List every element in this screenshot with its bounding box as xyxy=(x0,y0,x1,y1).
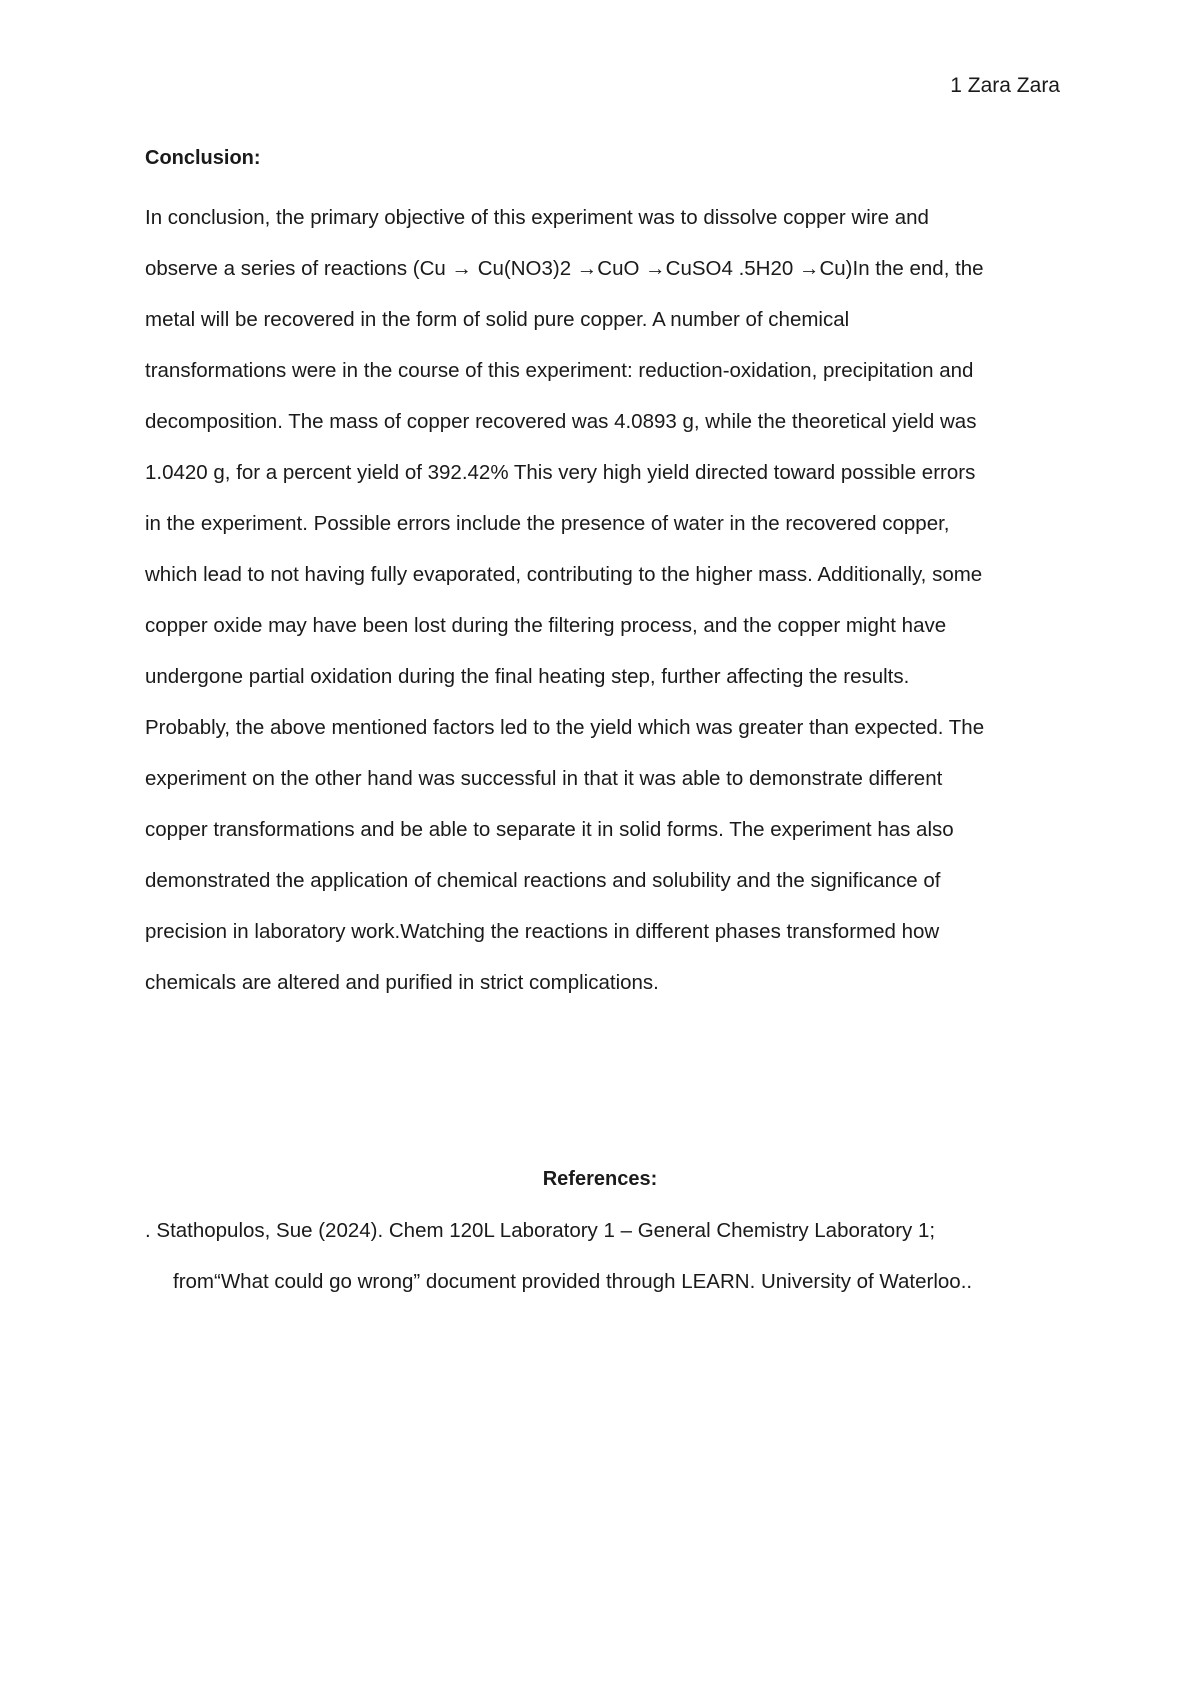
conclusion-heading: Conclusion: xyxy=(145,147,261,169)
conclusion-line: which lead to not having fully evaporated, contributing to the higher mass. Additionally, some xyxy=(145,563,983,586)
conclusion-line: decomposition. The mass of copper recovered was 4.0893 g, while the theoretical yield was xyxy=(145,410,977,433)
conclusion-body xyxy=(145,192,1065,1008)
references-heading: References: xyxy=(542,1168,658,1190)
conclusion-line: Probably, the above mentioned factors led to the yield which was greater than expected. The xyxy=(145,716,985,739)
conclusion-line: experiment on the other hand was successful in that it was able to demonstrate different xyxy=(145,767,943,790)
conclusion-line: transformations were in the course of this experiment: reduction-oxidation, precipitation and xyxy=(145,359,974,382)
reference-entry-continuation: from“What could go wrong” document provided through LEARN. University of Waterloo.. xyxy=(173,1270,973,1293)
conclusion-line: 1.0420 g, for a percent yield of 392.42% This very high yield directed toward possible errors xyxy=(145,461,976,484)
conclusion-line: copper oxide may have been lost during the filtering process, and the copper might have xyxy=(145,614,947,637)
conclusion-line: observe a series of reactions (Cu → Cu(NO3)2 →CuO →CuSO4 .5H20 →Cu)In the end, the xyxy=(145,257,984,280)
reference-entry-line: . Stathopulos, Sue (2024). Chem 120L Laboratory 1 – General Chemistry Laboratory 1; xyxy=(145,1219,936,1242)
conclusion-line: undergone partial oxidation during the final heating step, further affecting the results. xyxy=(145,665,910,688)
conclusion-line: demonstrated the application of chemical reactions and solubility and the significance of xyxy=(145,869,941,892)
conclusion-line: copper transformations and be able to separate it in solid forms. The experiment has also xyxy=(145,818,954,841)
conclusion-line: precision in laboratory work.Watching the reactions in different phases transformed how xyxy=(145,920,940,943)
conclusion-section xyxy=(145,146,1065,1008)
conclusion-line: metal will be recovered in the form of solid pure copper. A number of chemical xyxy=(145,308,850,331)
conclusion-line: in the experiment. Possible errors include the presence of water in the recovered copper, xyxy=(145,512,950,535)
conclusion-line: In conclusion, the primary objective of this experiment was to dissolve copper wire and xyxy=(145,206,929,229)
running-head: 1 Zara Zara xyxy=(950,74,1060,97)
conclusion-line: chemicals are altered and purified in strict complications. xyxy=(145,971,659,994)
